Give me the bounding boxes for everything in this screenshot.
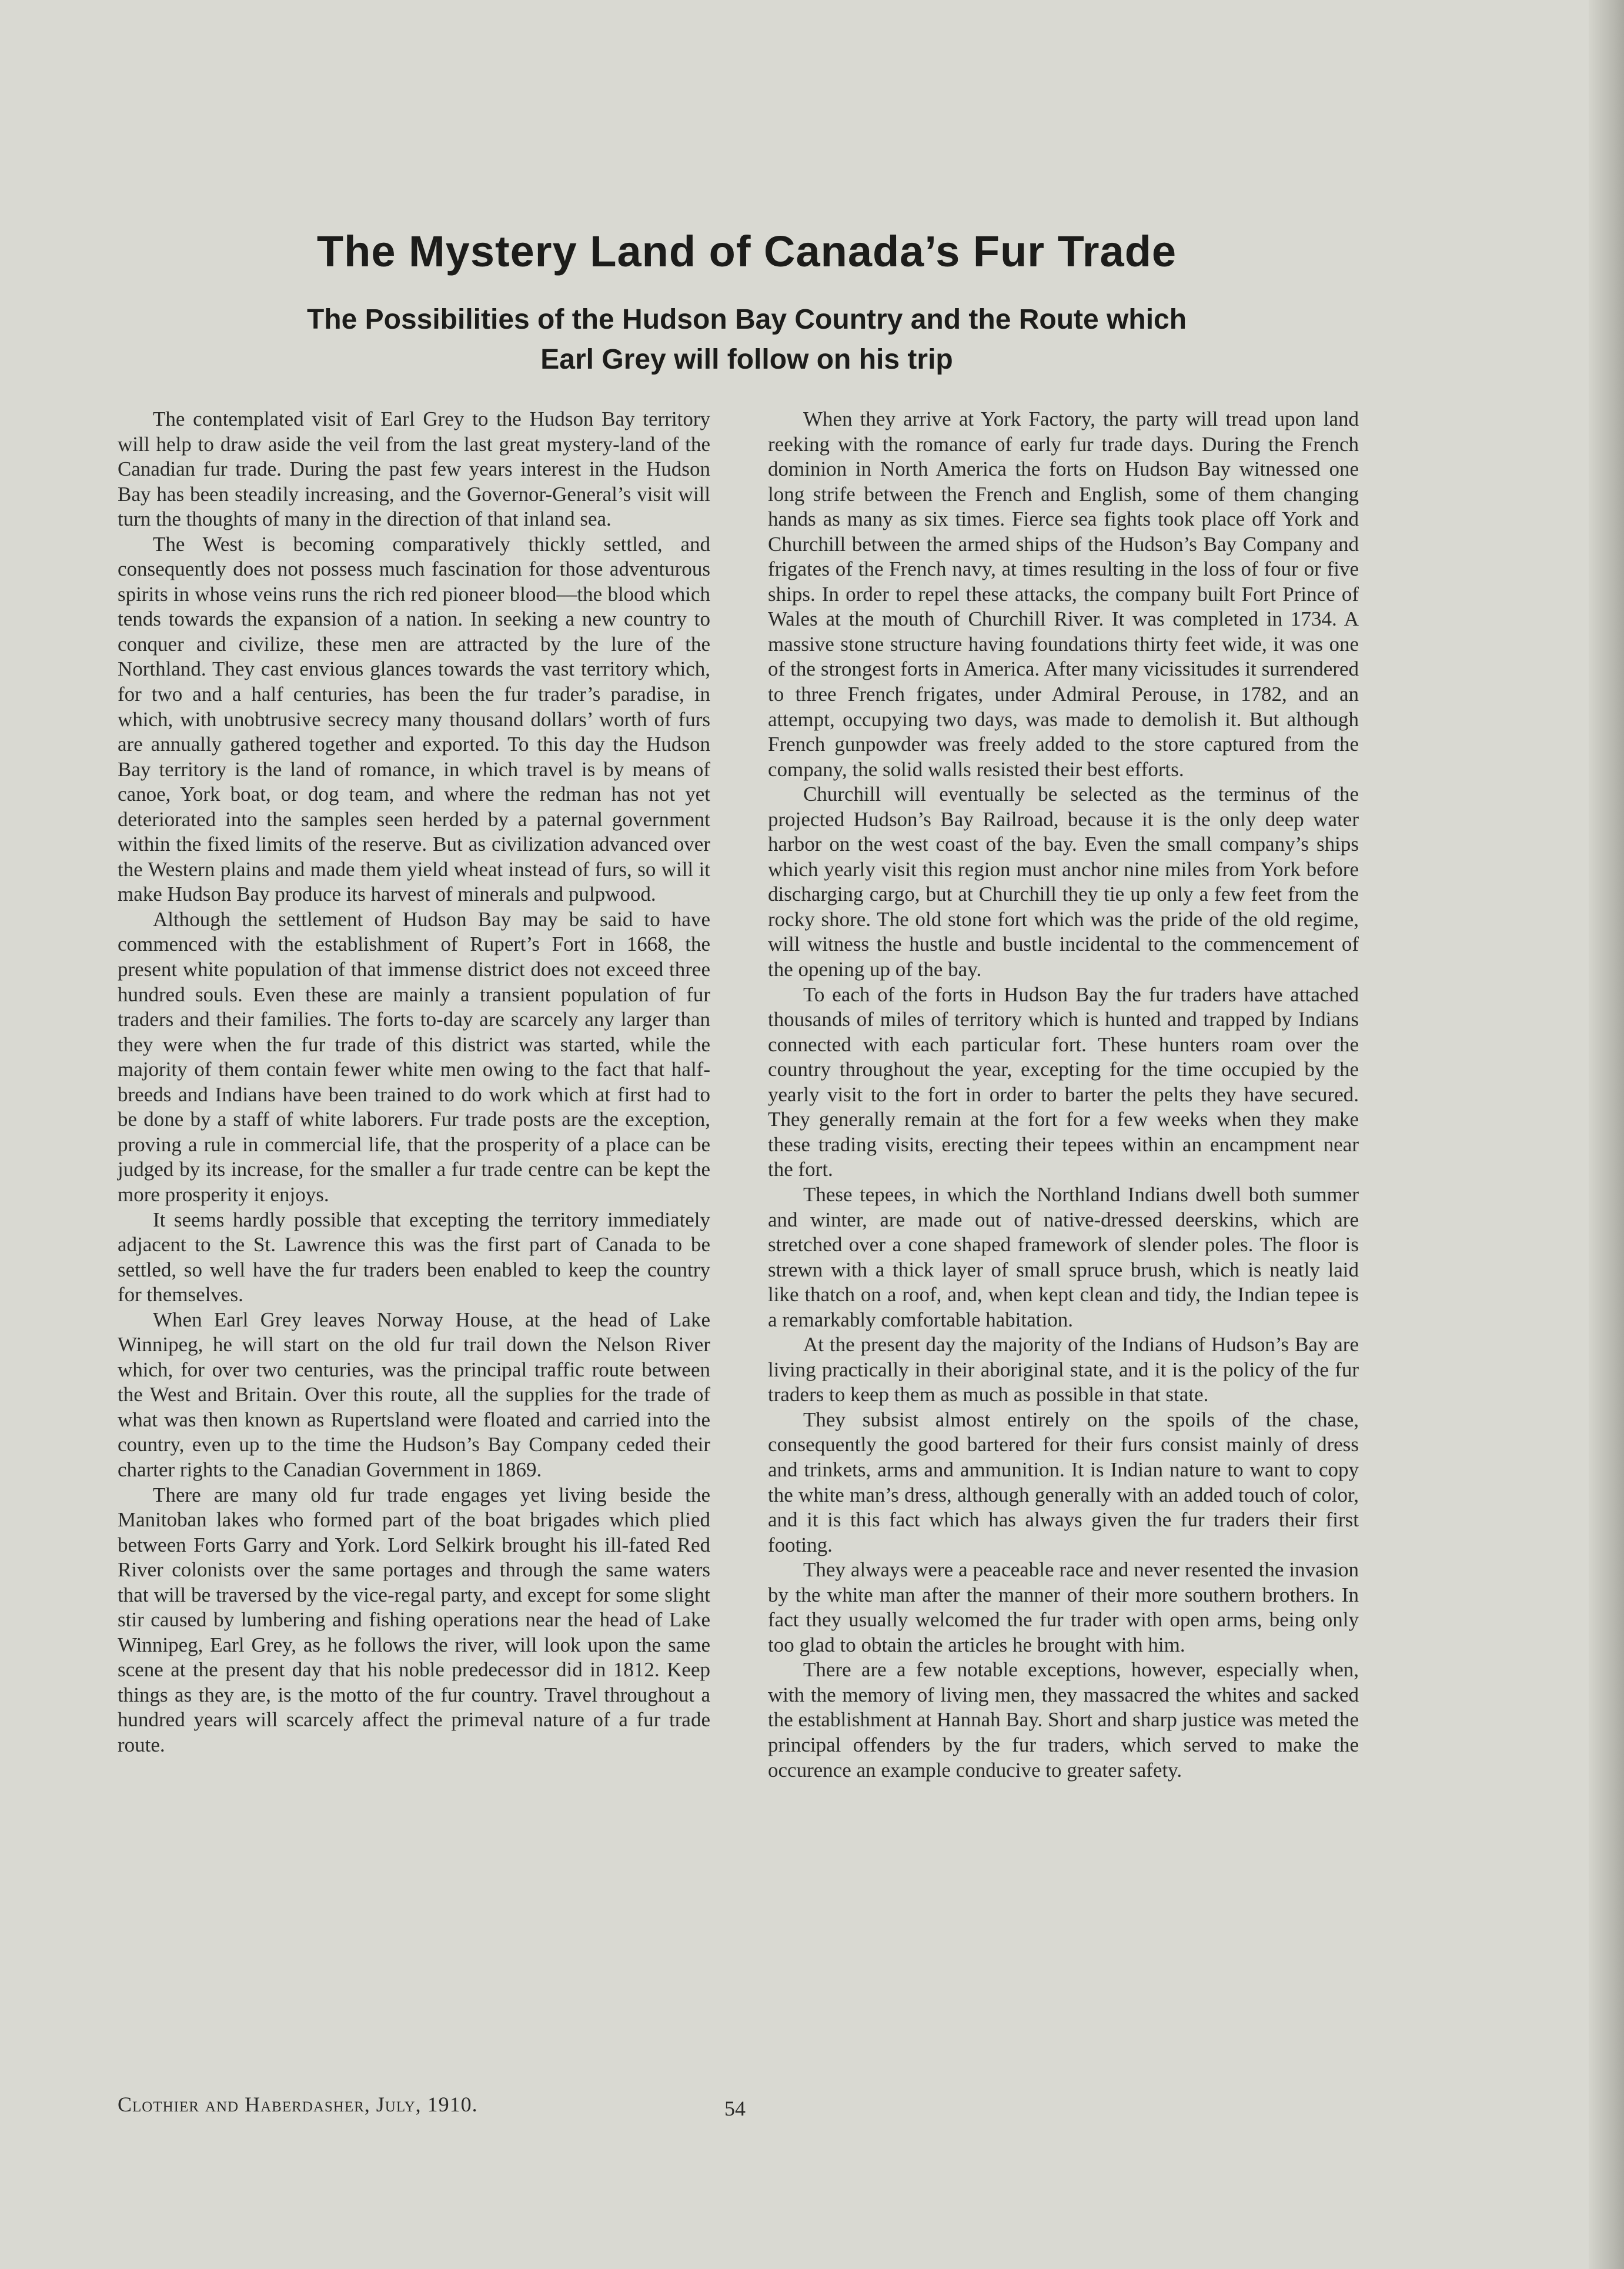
paragraph: They always were a peaceable race and never resented the invasion by the white man after the manner of their more southern brothers. In fact they usually welcomed the fur trader with open arms, being only too glad to obtain the articles he brought with him.: [768, 1558, 1359, 1656]
paragraph: They subsist almost entirely on the spoils of the chase, consequently the good bartered for their furs consist mainly of dress and trinkets, arms and ammunition. It is Indian nature to want to copy the white man’s dress, although generally with an added touch of color, and it is this fact which has always given the fur traders their first footing.: [768, 1408, 1359, 1556]
publication-footer: Clothier and Haberdasher, July, 1910.: [118, 2093, 478, 2116]
left-column: [118, 407, 710, 1758]
paragraph: When they arrive at York Factory, the party will tread upon land reeking with the romance of early fur trade days. During the French dominion in North America the forts on Hudson Bay witnessed one long strife between the French and English, some of them changing hands as many as six times. Fierce sea fights took place off York and Churchill between the armed ships of the Hudson’s Bay Company and frigates of the French navy, at times resulting in the loss of four or five ships. In order to repel these attacks, the company built Fort Prince of Wales at the mouth of Churchill River. It was completed in 1734. A massive stone structure having foundations thirty feet wide, it was one of the strongest forts in America. After many vicissitudes it surrendered to three French frigates, under Admiral Perouse, in 1782, and an attempt, occupying two days, was made to demolish it. But although French gunpowder was freely added to the store captured from the company, the solid walls resisted their best efforts.: [768, 407, 1359, 781]
paragraph: The West is becoming comparatively thickly settled, and consequently does not possess much fascination for those adventurous spirits in whose veins runs the rich red pioneer blood—the blood which tends towards the expansion of a nation. In seeking a new country to conquer and civilize, these men are attracted by the lure of the Northland. They cast envious glances towards the vast territory which, for two and a half centuries, has been the fur trader’s paradise, in which, with unobtrusive secrecy many thousand dollars’ worth of furs are annually gathered together and exported. To this day the Hudson Bay territory is the land of romance, in which travel is by means of canoe, York boat, or dog team, and where the redman has not yet deteriorated into the samples seen herded by a paternal government within the fixed limits of the reserve. But as civilization advanced over the Western plains and made them yield wheat instead of furs, so will it make Hudson Bay produce its harvest of minerals and pulpwood.: [118, 532, 710, 906]
article-title: The Mystery Land of Canada’s Fur Trade: [316, 227, 1177, 276]
paragraph: The contemplated visit of Earl Grey to the Hudson Bay territory will help to draw aside the veil from the last great mystery-land of the Canadian fur trade. During the past few years interest in the Hudson Bay has been steadily increasing, and the Governor-General’s visit will turn the thoughts of many in the direction of that inland sea.: [118, 407, 710, 531]
subtitle-line-2: Earl Grey will follow on his trip: [540, 344, 953, 375]
article-subtitle: [176, 300, 1317, 380]
paragraph: These tepees, in which the Northland Indians dwell both summer and winter, are made out of native-dressed deerskins, which are stretched over a cone shaped framework of slender poles. The floor is strewn with a thick layer of small spruce brush, which is neatly laid like thatch on a roof, and, when kept clean and tidy, the Indian tepee is a remarkably comfortable habitation.: [768, 1182, 1359, 1331]
paragraph: There are many old fur trade engages yet living beside the Manitoban lakes who formed part of the boat brigades which plied between Forts Garry and York. Lord Selkirk brought his ill-fated Red River colonists over the same portages and through the same waters that will be traversed by the vice-regal party, and except for some slight stir caused by lumbering and fishing operations near the head of Lake Winnipeg, Earl Grey, as he follows the river, will look upon the same scene at the present day that his noble predecessor did in 1812. Keep things as they are, is the motto of the fur country. Travel throughout a hundred years will scarcely affect the primeval nature of a fur trade route.: [118, 1483, 710, 1756]
paragraph: It seems hardly possible that excepting the territory immediately adjacent to the St. Lawrence this was the first part of Canada to be settled, so well have the fur traders been enabled to keep the country for themselves.: [118, 1208, 710, 1306]
right-column: [768, 407, 1359, 1783]
paragraph: At the present day the majority of the Indians of Hudson’s Bay are living practically in their aboriginal state, and it is the policy of the fur traders to keep them as much as possible in that state.: [768, 1333, 1359, 1406]
paragraph: To each of the forts in Hudson Bay the fur traders have attached thousands of miles of territory which is hunted and trapped by Indians connected with each particular fort. These hunters roam over the country throughout the year, excepting for the time occupied by the yearly visit to the fort in order to barter the pelts they have secured. They generally remain at the fort for a few weeks when they make these trading visits, erecting their tepees within an encampment near the fort.: [768, 983, 1359, 1181]
paragraph: When Earl Grey leaves Norway House, at the head of Lake Winnipeg, he will start on the old fur trail down the Nelson River which, for over two centuries, was the principal traffic route between the West and Britain. Over this route, all the supplies for the trade of what was then known as Rupertsland were floated and carried into the country, even up to the time the Hudson’s Bay Company ceded their charter rights to the Canadian Government in 1869.: [118, 1308, 710, 1481]
subtitle-line-1: The Possibilities of the Hudson Bay Country and the Route which: [306, 304, 1187, 335]
paragraph: There are a few notable exceptions, however, especially when, with the memory of living men, they massacred the whites and sacked the establishment at Hannah Bay. Short and sharp justice was meted the principal offenders by the fur traders, which served to make the occurence an example conducive to greater safety.: [768, 1658, 1359, 1782]
paragraph: Churchill will eventually be selected as the terminus of the projected Hudson’s Bay Railroad, because it is the only deep water harbor on the west coast of the bay. Even the small company’s ships which yearly visit this region must anchor nine miles from York before discharging cargo, but at Churchill they tie up only a few feet from the rocky shore. The old stone fort which was the pride of the old regime, will witness the hustle and bustle incidental to the commencement of the opening up of the bay.: [768, 783, 1359, 981]
page-number: 54: [724, 2097, 746, 2120]
page-edge-shadow: [1589, 0, 1624, 2269]
paragraph: Although the settlement of Hudson Bay may be said to have commenced with the establishment of Rupert’s Fort in 1668, the present white population of that immense district does not exceed three hundred souls. Even these are mainly a transient population of fur traders and their families. The forts to-day are scarcely any larger than they were when the fur trade of this district was started, while the majority of them contain fewer white men owing to the fact that half-breeds and Indians have been trained to do work which at first had to be done by a staff of white laborers. Fur trade posts are the exception, proving a rule in commercial life, that the prosperity of a place can be judged by its increase, for the smaller a fur trade centre can be kept the more prosperity it enjoys.: [118, 907, 710, 1206]
